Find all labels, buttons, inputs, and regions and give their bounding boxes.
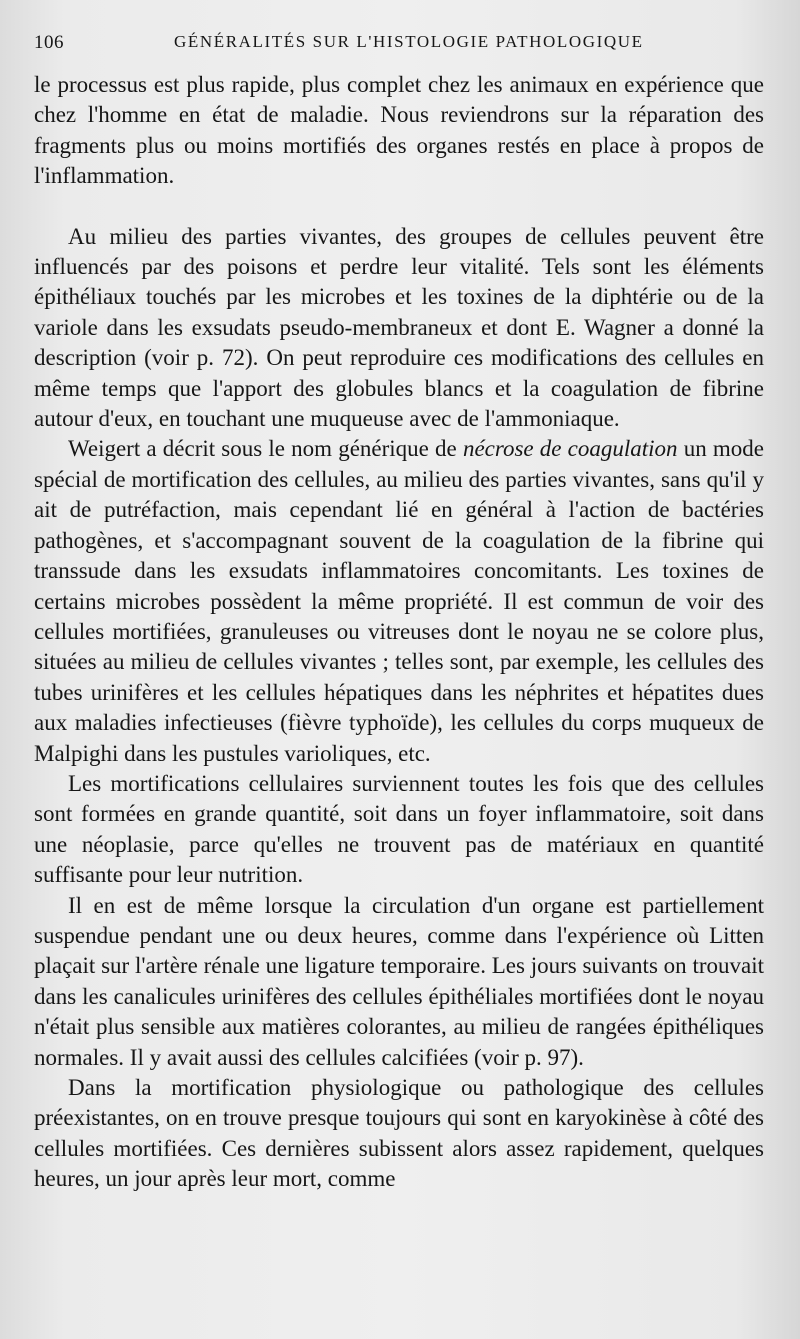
page-number: 106 bbox=[34, 32, 64, 53]
weigert-text-end: un mode spécial de mortification des cellules, au milieu des parties vivantes, sans qu'il y ait de putréfaction, mais cependant lié en général à l'action de bactéries pathogènes, et s'accompagnant souvent de la coagulation de la fibrine qui transsude dans les exsudats inflammatoires concomitants. Les toxines de certains microbes possèdent la même propriété. bbox=[34, 436, 764, 614]
weigert-text-continued: Il est commun de voir des cellules mortifiées, granuleuses ou vitreuses dont le noyau ne se colore plus, situées au milieu de cellules vivantes ; telles sont, par exemple, les cellules des tubes urinifères et les cellules hépatiques dans les néphrites et hépatites dues aux maladies infectieuses (fièvre typhoïde), les cellules du corps muqueux de Malpighi dans les pustules varioliques, etc. bbox=[34, 588, 764, 766]
paragraph-6: Dans la mortification physiologique ou pathologique des cellules préexistantes, on en trouve presque toujours qui sont en karyokinèse à côté des cellules mortifiées. Ces dernières subissent alors assez rapidement, quelques heures, un jour après leur mort, comme bbox=[34, 1075, 764, 1192]
paragraph-weigert bbox=[34, 434, 764, 768]
paragraph-2: Au milieu des parties vivantes, des groupes de cellules peuvent être influencés par des poisons et perdre leur vitalité. Tels sont les éléments épithéliaux touchés par les microbes et les toxines de la diphtérie ou de la variole dans les exsudats pseudo-membraneux et dont E. Wagner a donné la description (voir p. 72). On peut reproduire ces modifications des cellules en même temps que l'apport des globules blancs et la coagulation de fibrine autour d'eux, en touchant une muqueuse avec de l'ammoniaque. bbox=[34, 223, 764, 432]
italic-term: nécrose de coagulation bbox=[462, 436, 678, 462]
weigert-text-start: Weigert a décrit sous le nom générique de bbox=[68, 436, 463, 462]
body-text bbox=[34, 70, 764, 1195]
running-title: GÉNÉRALITÉS SUR L'HISTOLOGIE PATHOLOGIQUE bbox=[174, 32, 644, 51]
paragraph-5: Il en est de même lorsque la circulation d'un organe est partiellement suspendue pendant une ou deux heures, comme dans l'expérience où Litten plaçait sur l'artère rénale une ligature temporaire. Les jours suivants on trouvait dans les canalicules urinifères des cellules épithéliales mortifiées dont le noyau n'était plus sensible aux matières colorantes, au milieu de rangées épithéliques normales. Il y avait aussi des cellules calcifiées (voir p. 97). bbox=[34, 892, 764, 1070]
paragraph-4: Les mortifications cellulaires surviennent toutes les fois que des cellules sont formées en grande quantité, soit dans un foyer inflammatoire, soit dans une néoplasie, parce qu'elles ne trouvent pas de matériaux en quantité suffisante pour leur nutrition. bbox=[34, 770, 764, 888]
page-header bbox=[34, 32, 760, 58]
paragraph-1: le processus est plus rapide, plus complet chez les animaux en expérience que chez l'homme en état de maladie. Nous reviendrons sur la réparation des fragments plus ou moins mortifiés des organes restés en place à propos de l'inflammation. bbox=[34, 72, 764, 189]
